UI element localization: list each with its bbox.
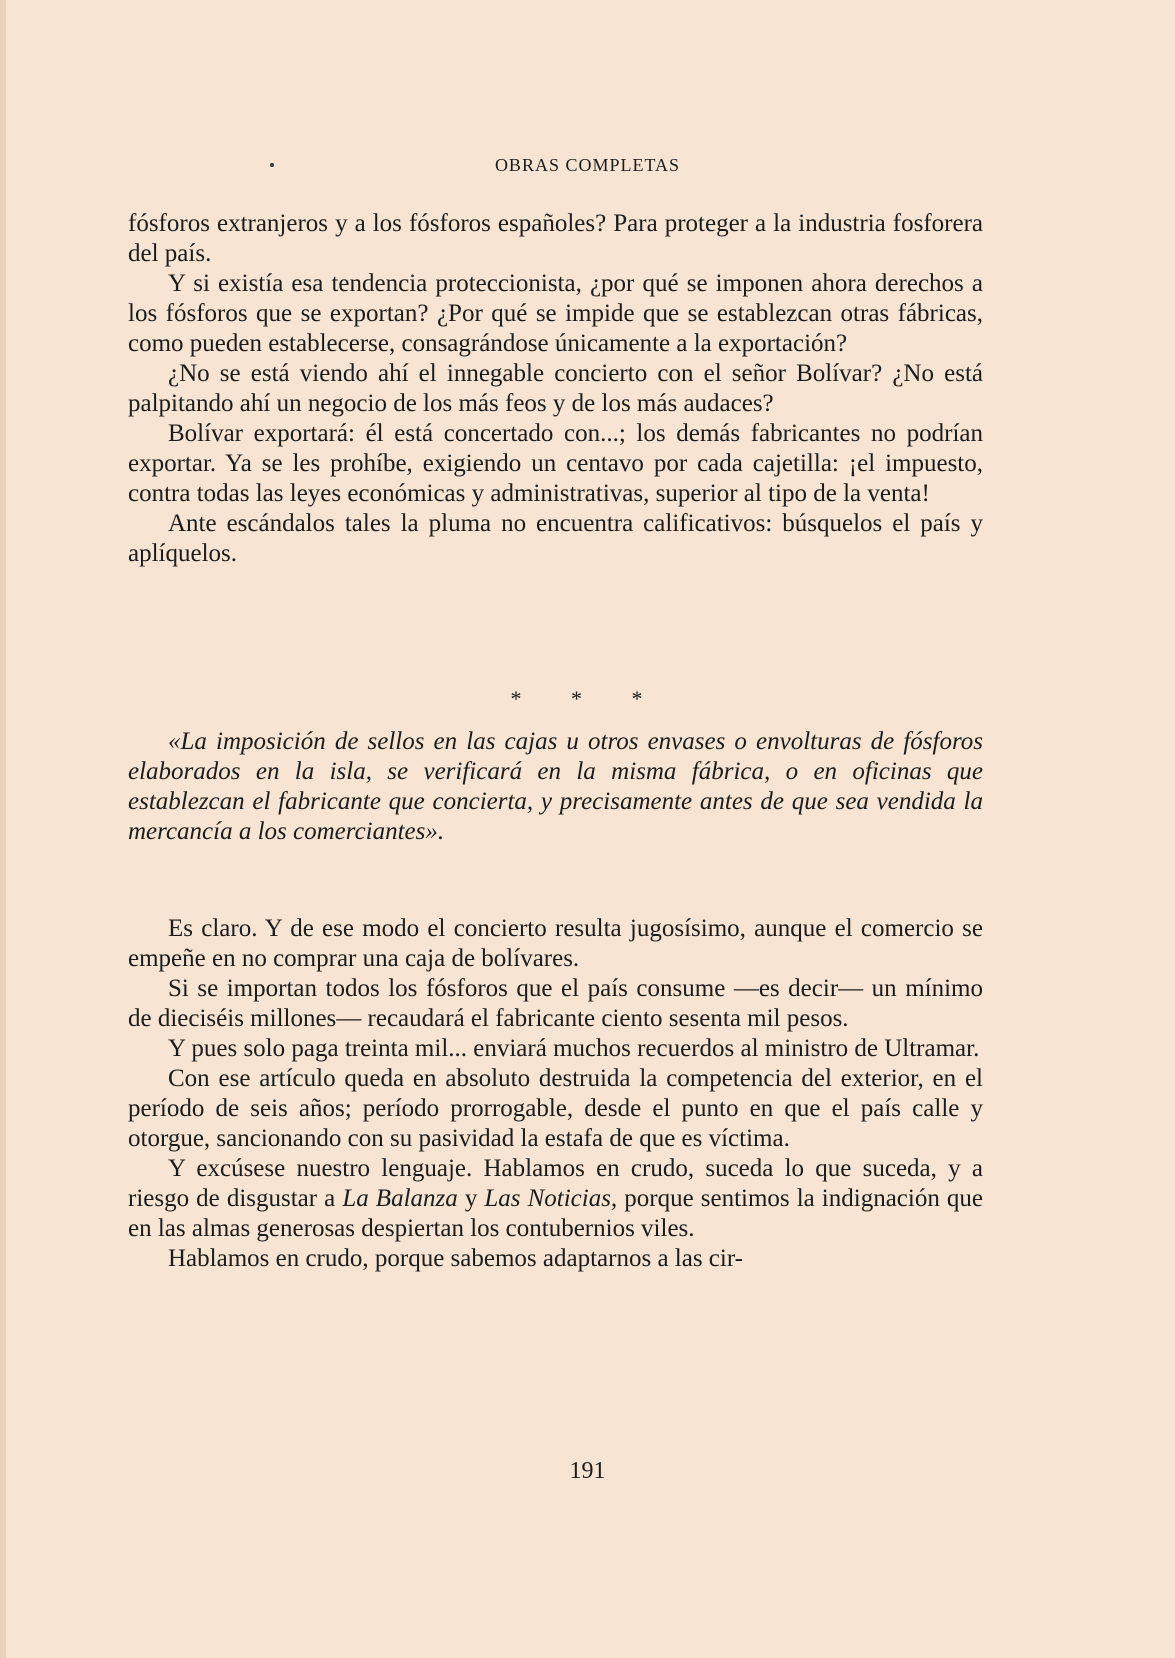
text-block-bottom: [128, 914, 983, 1274]
text-run: Y excúsese nuestro lenguaje. Hablamos en crudo, suceda lo que suceda, y a riesgo de disgustar a: [128, 1155, 983, 1212]
paragraph: [128, 1154, 983, 1244]
page-number: 191: [569, 1458, 606, 1484]
newspaper-title: Las Noticias,: [484, 1185, 618, 1212]
paragraph: Y pues solo paga treinta mil... enviará muchos recuerdos al ministro de Ultramar.: [168, 1035, 980, 1062]
paragraph: Y si existía esa tendencia proteccionista, ¿por qué se imponen ahora derechos a los fósforos que se exportan? ¿Por qué se impide que se establezcan otras fábricas, como pueden establecerse, consagrándose únicamente a la exportación?: [128, 270, 983, 357]
paragraph: Con ese artículo queda en absoluto destruida la competencia del exterior, en el período de seis años; período prorrogable, desde el punto en que el país calle y otorgue, sancionando con su pasividad la estafa de que es víctima.: [128, 1065, 983, 1152]
quote-paragraph: «La imposición de sellos en las cajas u otros envases o envolturas de fósforos elaborados en la isla, se verificará en la misma fábrica, o en oficinas que establezcan el fabricante que concierta, y precisamente antes de que sea vendida la mercancía a los comerciantes».: [128, 728, 983, 845]
paragraph: Si se importan todos los fósforos que el país consume —es decir— un mínimo de dieciséis millones— recaudará el fabricante ciento sesenta mil pesos.: [128, 975, 983, 1032]
paragraph: fósforos extranjeros y a los fósforos españoles? Para proteger a la industria fosforera del país.: [128, 210, 983, 267]
paragraph: Hablamos en crudo, porque sabemos adaptarnos a las cir-: [168, 1245, 743, 1272]
paragraph: Es claro. Y de ese modo el concierto resulta jugosísimo, aunque el comercio se empeñe en no comprar una caja de bolívares.: [128, 915, 983, 972]
text-run: y: [457, 1185, 485, 1212]
page-edge: [0, 0, 6, 1658]
newspaper-title: La Balanza: [342, 1185, 458, 1212]
paragraph: Bolívar exportará: él está concertado con...; los demás fabricantes no podrían exportar. Ya se les prohíbe, exigiendo un centavo por cada cajetilla: ¡el impuesto, contra todas las leyes económicas y administrativas, superior al tipo de la venta!: [128, 420, 983, 507]
paragraph: Ante escándalos tales la pluma no encuentra calificativos: búsquelos el país y aplíquelos.: [128, 510, 983, 567]
paragraph: ¿No se está viendo ahí el innegable concierto con el señor Bolívar? ¿No está palpitando ahí un negocio de los más feos y de los más audaces?: [128, 360, 983, 417]
text-block-top: [128, 209, 983, 569]
running-header: OBRAS COMPLETAS: [494, 155, 681, 175]
quoted-article: [128, 727, 983, 847]
section-separator: * * *: [510, 686, 665, 711]
text-run: porque sentimos la indignación que en las almas generosas despiertan los contubernios viles.: [128, 1185, 983, 1242]
